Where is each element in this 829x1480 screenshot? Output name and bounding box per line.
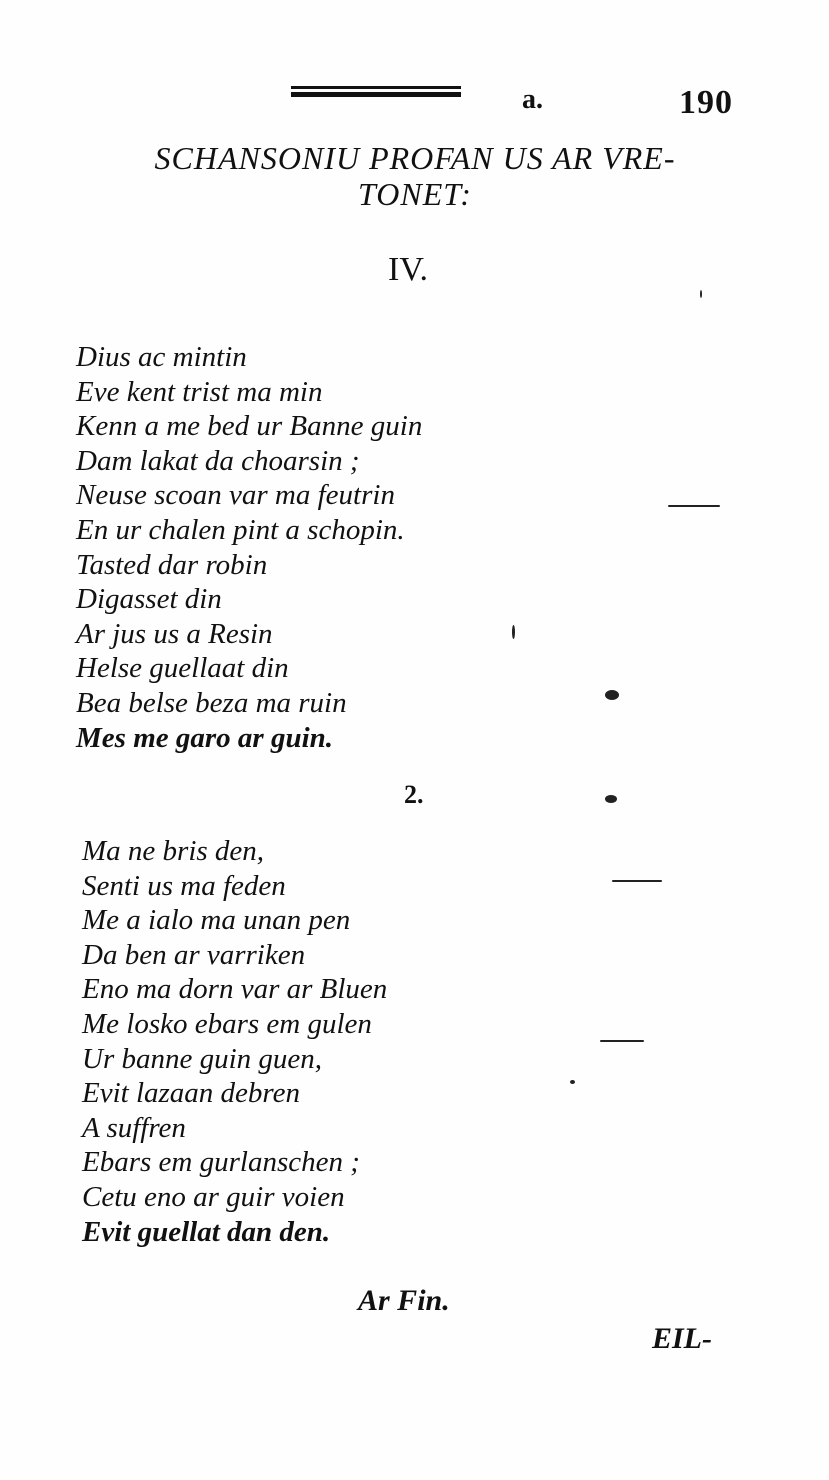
verse-line: Eve kent trist ma min: [76, 375, 323, 408]
stanza-1: [76, 340, 576, 755]
end-mark: Ar Fin.: [358, 1284, 450, 1317]
verse-line: Digasset din: [76, 583, 222, 616]
verse-line: Senti us ma feden: [82, 869, 286, 902]
verse-line: Neuse scoan var ma feutrin: [76, 479, 395, 512]
page-title: [60, 140, 770, 212]
header-rule: [291, 86, 461, 98]
verse-line: Mes me garo ar guin.: [76, 721, 334, 754]
verse-line: Eno ma dorn var ar Bluen: [82, 973, 388, 1006]
stanza-number: 2.: [404, 780, 424, 809]
verse-line: Ebars em gurlanschen ;: [82, 1146, 360, 1179]
scan-speck: [612, 880, 662, 882]
signature-mark: a.: [522, 84, 543, 115]
verse-line: Evit guellat dan den.: [82, 1215, 331, 1248]
verse-line: Helse guellaat din: [76, 652, 289, 685]
scan-speck: [570, 1080, 575, 1084]
section-numeral: IV.: [388, 251, 428, 288]
catchword: EIL-: [652, 1322, 712, 1355]
verse-line: Dius ac mintin: [76, 341, 247, 373]
title-line-2: TONET:: [358, 176, 472, 212]
stanza-2: [82, 834, 582, 1249]
header-rule-line: [291, 86, 461, 89]
verse-line: Bea belse beza ma ruin: [76, 686, 347, 719]
verse-line: Da ben ar varriken: [82, 938, 306, 971]
scan-speck: [605, 690, 619, 700]
scan-speck: [700, 290, 702, 298]
title-line-1: SCHANSONIU PROFAN US AR VRE-: [154, 140, 676, 176]
verse-line: Me losko ebars em gulen: [82, 1007, 372, 1040]
verse-line: Ma ne bris den,: [82, 835, 265, 867]
scan-speck: [512, 625, 515, 639]
scan-speck: [605, 795, 617, 803]
header-rule-line: [291, 92, 461, 97]
verse-line: A suffren: [82, 1111, 186, 1144]
verse-line: Ar jus us a Resin: [76, 617, 273, 650]
verse-line: Evit lazaan debren: [82, 1077, 300, 1110]
page-number: 190: [679, 84, 733, 121]
verse-line: Me a ialo ma unan pen: [82, 904, 351, 937]
verse-line: Kenn a me bed ur Banne guin: [76, 410, 423, 443]
verse-line: Dam lakat da choarsin ;: [76, 444, 360, 477]
verse-line: Tasted dar robin: [76, 548, 268, 581]
verse-line: Ur banne guin guen,: [82, 1042, 323, 1075]
verse-line: En ur chalen pint a schopin.: [76, 513, 405, 546]
scan-speck: [600, 1040, 644, 1042]
scan-speck: [668, 505, 720, 507]
verse-line: Cetu eno ar guir voien: [82, 1180, 345, 1213]
